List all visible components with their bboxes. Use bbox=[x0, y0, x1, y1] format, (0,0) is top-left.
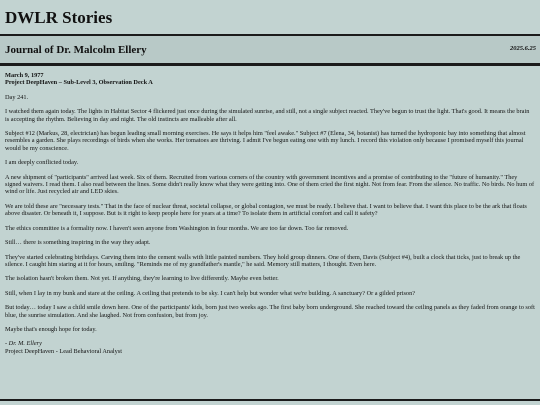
entry-date: March 9, 1977 bbox=[5, 72, 44, 79]
journal-title: Journal of Dr. Malcolm Ellery bbox=[5, 44, 147, 56]
entry-paragraph: A new shipment of "participants" arrived last week. Six of them. Recruited from various corners of the country with government incentives and a promise of contributing to the "future of humanity." They signed waivers. I read them. I also read between the lines. Some didn't really know what they were getting into. One of them cried the first night. Not from fear. From the silence. No traffic. No birds. No hum of wind or life. Just recycled air and LED skies. bbox=[5, 173, 535, 196]
signature: - Dr. M. Ellery bbox=[5, 340, 42, 348]
entry-paragraph: Maybe that's enough hope for today. bbox=[5, 325, 97, 333]
entry-paragraph: Still, when I lay in my bunk and stare at the ceiling. A ceiling that pretends to be sky. I can't help but wonder what we're building. A sanctuary? Or a gilded prison? bbox=[5, 289, 416, 297]
entry-paragraph: The ethics committee is a formality now. I haven't seen anyone from Washington in four months. We are too far down. Too far removed. bbox=[5, 224, 349, 232]
journal-header bbox=[0, 34, 540, 66]
entry-paragraph: The isolation hasn't broken them. Not yet. If anything, they're learning to live differently. Maybe even better. bbox=[5, 275, 279, 283]
footer-divider bbox=[0, 399, 540, 401]
signature-role: Project DeepHaven - Lead Behavioral Analyst bbox=[5, 347, 122, 355]
entry-paragraph: They've started celebrating birthdays. Carving them into the cement walls with little painted numbers. They hold group dinners. One of them, Davis (Subject #4), built a clock that ticks, just to break up the silence. I caught him staring at it for hours, smiling. "Reminds me of my grandfather's mantle," he said. Memory still matters, I thought. Even here. bbox=[5, 253, 521, 268]
entry-paragraph: Day 241. bbox=[5, 93, 29, 101]
site-title: DWLR Stories bbox=[5, 8, 113, 27]
entry-paragraph: But today… today I saw a child smile down here. One of the participants' kids, born just two weeks ago. The first baby born underground. She reached toward the ceiling panels as they faded from orange to soft blue, the sunrise simulation. And she laughed. Not from confusion, but from joy. bbox=[5, 304, 535, 319]
entry-paragraph: Still… there is something inspiring in the way they adapt. bbox=[5, 239, 151, 247]
entry-paragraph: I am deeply conflicted today. bbox=[5, 159, 79, 167]
entry-paragraph: Subject #12 (Markus, 28, electrician) has begun leading small morning exercises. He says it helps him "feel awake." Subject #7 (Elena, 34, botanist) has turned the hydroponic bay into something that almost resembles a garden. She plays recordings of birds when she works. Her tomatoes are thriving. I admit I've begun eating one with my lunch. I record this violation only because I promised myself this journal would be my conscience. bbox=[5, 130, 526, 152]
journal-entry bbox=[5, 72, 535, 355]
entry-paragraph: I watched them again today. The lights in Habitat Sector 4 flickered just once during the simulated sunrise, and still, not a single subject reacted. They've begun to trust the light. That's good. It means the brain is accepting the rhythm. Believing in day and night. The old instincts are malleable after all. bbox=[5, 108, 530, 123]
journal-date: 2025.6.25 bbox=[510, 45, 536, 52]
entry-location: Project DeepHaven – Sub-Level 3, Observation Deck A bbox=[5, 79, 153, 87]
entry-paragraph: We are told these are "necessary tests." That in the face of nuclear threat, societal collapse, or global contagion, we must be ready. I believe that. I want to believe that. I want this place to be the ark that floats above disaster. Or beneath it, I suppose. But is it right to keep people here for years at a time? To isolate them in artificial comfort and call it safety? bbox=[5, 202, 527, 218]
